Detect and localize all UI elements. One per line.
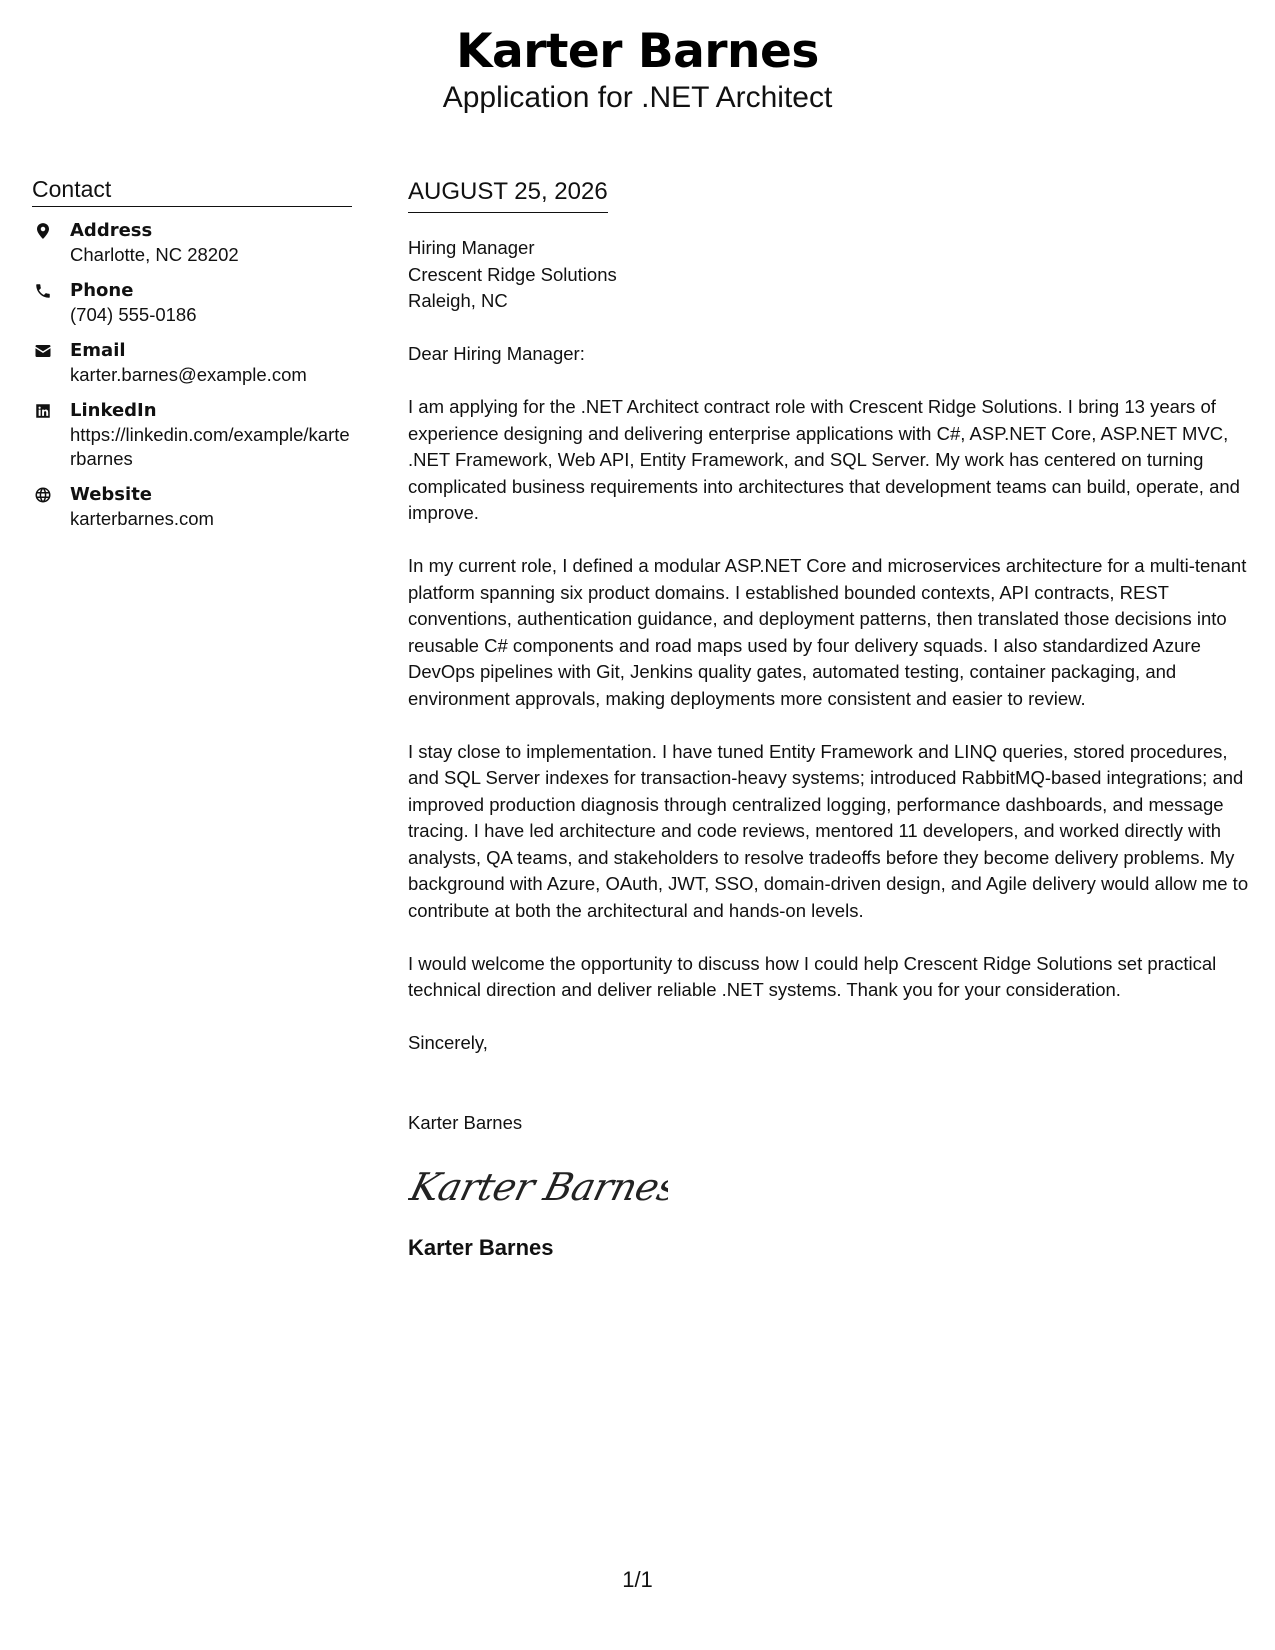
- letter-paragraph: I would welcome the opportunity to discuss how I could help Crescent Ridge Solutions set practical technical direction and deliver reliable .NET systems. Thank you for your consideration.: [408, 952, 1217, 1000]
- page-number: 1/1: [622, 1567, 653, 1592]
- contact-item-website: [32, 483, 352, 531]
- contact-sidebar: [32, 174, 352, 543]
- recipient-title: Hiring Manager: [408, 237, 535, 258]
- map-pin-icon: [32, 219, 70, 243]
- contact-item-address: [32, 219, 352, 267]
- contact-value-linkedin[interactable]: https://linkedin.com/example/karterbarnes: [70, 424, 350, 469]
- letter-paragraph: In my current role, I defined a modular ASP.NET Core and microservices architecture for a multi-tenant platform spanning six product domains. I established bounded contexts, API contracts, REST conventions, authentication guidance, and deployment patterns, then translated those decisions into reusable C# components and road maps used by four delivery squads. I also standardized Azure DevOps pipelines with Git, Jenkins quality gates, automated testing, container packaging, and environment approvals, making deployments more consistent and easier to review.: [408, 555, 1247, 709]
- contact-value-email[interactable]: karter.barnes@example.com: [70, 364, 307, 385]
- signer-name-bold: Karter Barnes: [408, 1235, 554, 1260]
- closing: Sincerely,: [408, 1032, 488, 1053]
- contact-label-phone: Phone: [70, 280, 134, 301]
- signer-name-typed: Karter Barnes: [408, 1111, 523, 1133]
- recipient-company: Crescent Ridge Solutions: [408, 263, 617, 285]
- globe-icon: [32, 483, 70, 507]
- letter-paragraph: I am applying for the .NET Architect contract role with Crescent Ridge Solutions. I bring 13 years of experience designing and delivering enterprise applications with C#, ASP.NET Core, ASP.NET MVC, .NET Framework, Web API, Entity Framework, and SQL Server. My work has centered on turning complicated business requirements into architectures that development teams can build, operate, and improve.: [408, 396, 1240, 523]
- contact-value-phone: (704) 555-0186: [70, 304, 197, 325]
- contact-label-email: Email: [70, 340, 126, 361]
- contact-label-address: Address: [70, 220, 153, 241]
- phone-icon: [32, 279, 70, 303]
- handwritten-signature: [408, 1152, 668, 1222]
- letter-body: [408, 176, 1253, 1262]
- contact-label-linkedin: LinkedIn: [70, 400, 157, 421]
- salutation: Dear Hiring Manager:: [408, 343, 585, 364]
- envelope-icon: [32, 339, 70, 363]
- contact-label-website: Website: [70, 484, 153, 505]
- contact-value-address: Charlotte, NC 28202: [70, 244, 239, 265]
- contact-item-linkedin: [32, 399, 352, 471]
- contact-value-website[interactable]: karterbarnes.com: [70, 508, 214, 529]
- recipient-block: [408, 235, 1253, 315]
- signature-image: [408, 1152, 668, 1222]
- contact-item-phone: [32, 279, 352, 327]
- letter-date: AUGUST 25, 2026: [408, 176, 608, 213]
- document-header: [0, 22, 1275, 116]
- contact-list: [32, 219, 352, 531]
- recipient-location: Raleigh, NC: [408, 290, 508, 311]
- application-subtitle: Application for .NET Architect: [442, 81, 833, 114]
- signature-text: Karter Barnes: [408, 1165, 668, 1210]
- contact-item-email: [32, 339, 352, 387]
- letter-paragraph: I stay close to implementation. I have tuned Entity Framework and LINQ queries, stored procedures, and SQL Server indexes for transaction-heavy systems; introduced RabbitMQ-based integrations; and improved production diagnosis through centralized logging, performance dashboards, and message tracing. I have led architecture and code reviews, mentored 11 developers, and worked directly with analysts, QA teams, and stakeholders to resolve tradeoffs before they become delivery problems. My background with Azure, OAuth, JWT, SSO, domain-driven design, and Agile delivery would allow me to contribute at both the architectural and hands-on levels.: [408, 740, 1249, 921]
- linkedin-icon: [32, 399, 70, 423]
- contact-heading: Contact: [32, 174, 352, 207]
- applicant-name: Karter Barnes: [456, 24, 819, 79]
